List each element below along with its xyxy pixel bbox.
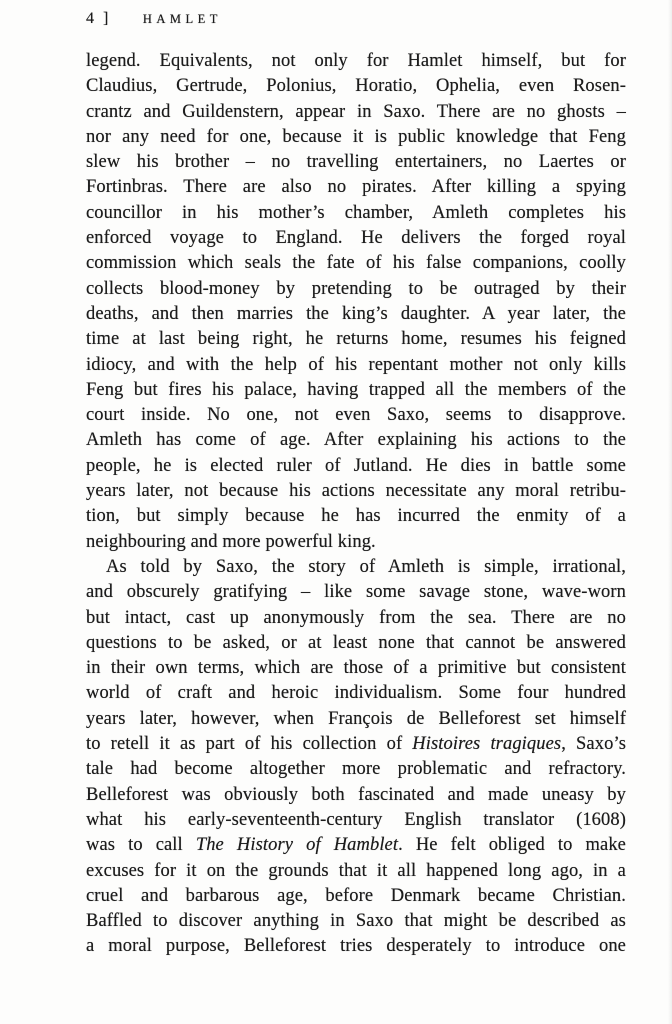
text-line: [86, 909, 626, 934]
body-text: . He felt obliged to make: [398, 835, 626, 856]
text-line: [86, 783, 626, 808]
body-text: years later, however, when François de Belleforest set himself: [86, 708, 626, 729]
text-line: [86, 884, 626, 909]
text-line: [86, 707, 626, 732]
text-line: [86, 631, 626, 656]
body-text: Feng but fires his palace, having trapped all the members of the: [86, 379, 626, 400]
text-line: [86, 201, 626, 226]
body-text: crantz and Guildenstern, appear in Saxo. There are no ghosts –: [86, 101, 626, 122]
body-text: As told by Saxo, the story of Amleth is simple, irrational,: [106, 556, 626, 577]
body-text: and obscurely gratifying – like some savage stone, wave-worn: [86, 582, 626, 603]
body-text: deaths, and then marries the king’s daughter. A year later, the: [86, 303, 626, 324]
text-line: [86, 681, 626, 706]
text-line: [86, 49, 626, 74]
text-line: [86, 504, 626, 529]
page-header: [86, 10, 626, 28]
body-text: cruel and barbarous age, before Denmark became Christian.: [86, 885, 626, 906]
body-text: enforced voyage to England. He delivers the forged royal: [86, 228, 626, 249]
text-line: [86, 277, 626, 302]
italic-text: Histoires tragiques: [412, 734, 562, 755]
body-text: in their own terms, which are those of a primitive but consistent: [86, 658, 626, 679]
body-text: world of craft and heroic individualism. Some four hundred: [86, 683, 626, 704]
body-text: Fortinbras. There are also no pirates. After killing a spying: [86, 177, 626, 198]
paragraph: [86, 49, 626, 555]
text-line: [86, 732, 626, 757]
body-text: what his early-seventeenth-century English translator (1608): [86, 809, 626, 830]
body-text: years later, not because his actions necessitate any moral retribu-: [86, 481, 626, 502]
text-line: [86, 530, 626, 555]
text-line: [86, 226, 626, 251]
body-text: legend. Equivalents, not only for Hamlet himself, but for: [86, 51, 626, 71]
text-line: [86, 125, 626, 150]
text-line: [86, 175, 626, 200]
body-text: commission which seals the fate of his false companions, coolly: [86, 253, 626, 274]
page-number: 4 ]: [86, 10, 111, 27]
text-line: [86, 428, 626, 453]
text-line: [86, 833, 626, 858]
body-text: Amleth has come of age. After explaining his actions to the: [86, 430, 626, 451]
text-line: [86, 403, 626, 428]
text-line: [86, 808, 626, 833]
text-line: [86, 479, 626, 504]
body-text: tale had become altogether more problematic and refractory.: [86, 759, 626, 780]
text-line: [86, 251, 626, 276]
text-line: [86, 606, 626, 631]
body-text: slew his brother – no travelling entertainers, no Laertes or: [86, 152, 626, 173]
body-text: time at last being right, he returns home, resumes his feigned: [86, 329, 626, 350]
body-text: , Saxo’s: [561, 734, 626, 755]
body-text: councillor in his mother’s chamber, Amleth completes his: [86, 202, 626, 223]
text-line: [86, 100, 626, 125]
body-text: a moral purpose, Belleforest tries desperately to introduce one: [86, 936, 626, 957]
body-text: Baffled to discover anything in Saxo that might be described as: [86, 911, 626, 932]
paragraph: [86, 555, 626, 960]
text-line: [86, 757, 626, 782]
body-text: court inside. No one, not even Saxo, seems to disapprove.: [86, 405, 626, 426]
body-text: tion, but simply because he has incurred the enmity of a: [86, 506, 626, 527]
body-text: collects blood-money by pretending to be outraged by their: [86, 278, 626, 299]
text-line: [86, 378, 626, 403]
body-text: idiocy, and with the help of his repentant mother not only kills: [86, 354, 626, 375]
text-line: [86, 74, 626, 99]
running-title: HAMLET: [142, 12, 222, 26]
body-text: Claudius, Gertrude, Polonius, Horatio, Ophelia, even Rosen-: [86, 76, 626, 97]
body-text: neighbouring and more powerful king.: [86, 531, 376, 552]
text-line: [86, 656, 626, 681]
text-line: [86, 454, 626, 479]
text-line: [86, 934, 626, 959]
text-line: [86, 302, 626, 327]
text-line: [86, 150, 626, 175]
body-text: was to call: [86, 835, 196, 856]
body-text: to retell it as part of his collection of: [86, 734, 413, 755]
text-line: [86, 580, 626, 605]
body-text: questions to be asked, or at least none that cannot be answered: [86, 632, 626, 653]
body-text: nor any need for one, because it is public knowledge that Feng: [86, 126, 626, 147]
body-text: but intact, cast up anonymously from the sea. There are no: [86, 607, 626, 628]
text-line: [86, 327, 626, 352]
body-text: people, he is elected ruler of Jutland. He dies in battle some: [86, 455, 626, 476]
page-body: [86, 49, 626, 960]
body-text: Belleforest was obviously both fascinated and made uneasy by: [86, 784, 626, 805]
italic-text: The History of Hamblet: [195, 835, 399, 856]
text-line: [86, 859, 626, 884]
body-text: excuses for it on the grounds that it all happened long ago, in a: [86, 860, 626, 881]
text-line: [86, 555, 626, 580]
text-line: [86, 353, 626, 378]
